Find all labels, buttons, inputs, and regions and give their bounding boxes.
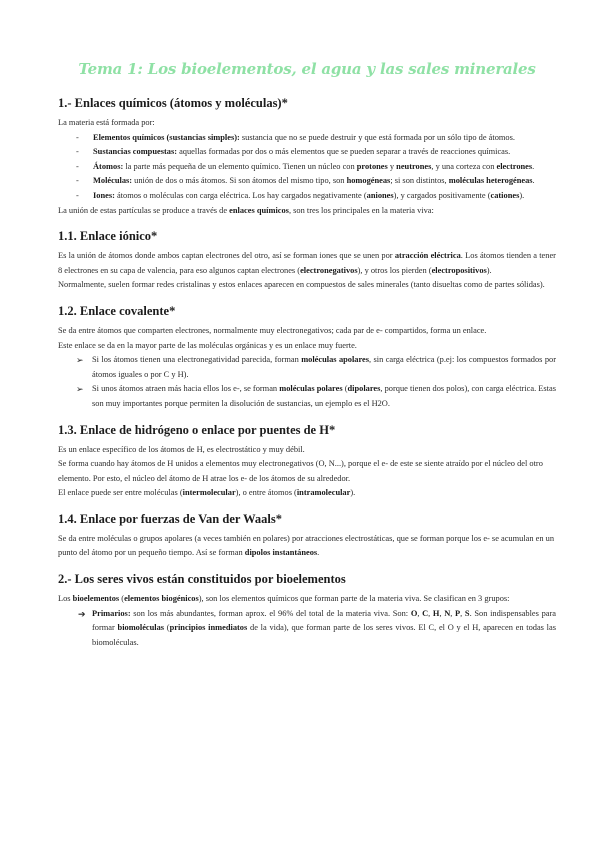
text: son los más abundantes, forman aprox. el 96% del total de la materia viva. Son: (130, 608, 411, 618)
definition: sustancia que no se puede destruir y que está formada por un sólo tipo de átomos. (239, 132, 515, 142)
term: protones (356, 161, 388, 171)
text: . Los átomos tienden a tener 8 electrones en su capa de valencia, para eso algunos captan electrones ( (58, 251, 556, 275)
term: electropositivos (431, 265, 487, 275)
list-item (58, 160, 556, 175)
element-symbol: O (410, 608, 418, 618)
term: moléculas polares (279, 384, 343, 394)
element-symbol: S (464, 608, 470, 618)
text: , son tres los principales en la materia viva: (288, 205, 434, 215)
definition: unión de dos o más átomos. Si son átomos del mismo tipo, son (132, 176, 347, 186)
text: ), o entre átomos ( (235, 488, 297, 498)
text: ), son los elementos químicos que forman parte de la materia viva. Se clasifican en 3 grupos: (198, 594, 510, 604)
paragraph: Es un enlace específico de los átomos de H, es electrostático y muy débil. (58, 444, 305, 454)
text: ), y otros los pierden ( (357, 265, 432, 275)
text: ( (342, 384, 348, 394)
definition: . (532, 161, 535, 171)
definition: átomos o moléculas con carga eléctrica. Los hay cargados negativamente ( (114, 190, 367, 200)
paragraph (58, 486, 556, 501)
term: neutrones (396, 161, 432, 171)
list-item (58, 353, 556, 382)
list-item (58, 607, 556, 651)
bioelements-list (58, 607, 556, 651)
term: Átomos: (93, 161, 124, 171)
section-1-3 (58, 423, 556, 501)
list-item (58, 382, 556, 411)
text: ( (119, 594, 125, 604)
separator: , (450, 608, 456, 618)
text: Se da entre moléculas o grupos apolares (a veces también en polares) por atracciones electrostáticas, que se forman porque los e- se acumulan en un punto del átomo por un pequeño tiempo. Así se forman (58, 533, 555, 558)
text: , sin carga eléctrica (p.ej: los compuestos formados por átomos iguales o por C y H). (92, 355, 556, 379)
term: homogéneas (346, 176, 391, 186)
definition: , y una corteza con (431, 161, 497, 171)
separator: , (417, 608, 423, 618)
text: ). (486, 265, 492, 275)
definition: y (387, 161, 397, 171)
separator: , (460, 608, 465, 618)
definition: aquellas formadas por dos o más elementos que se pueden separar a través de reacciones químicas. (177, 147, 511, 157)
term: moléculas heterogéneas (448, 176, 533, 186)
term: dipolos instantáneos (244, 548, 318, 558)
term: atracción eléctrica (394, 251, 461, 261)
separator: , (428, 608, 433, 618)
term: Sustancias compuestas: (93, 147, 177, 157)
text: Es la unión de átomos donde ambos captan electrones del otro, así se forman iones que se unen por (58, 251, 395, 261)
term: biomoléculas (117, 623, 165, 633)
term: cationes (490, 190, 520, 200)
definition: ; si son distintos, (390, 176, 449, 186)
covalent-list (58, 353, 556, 411)
section-1-heading: 1.- Enlaces químicos (átomos y moléculas)* (58, 96, 288, 110)
paragraph: Este enlace se da en la mayor parte de las moléculas orgánicas y es un enlace muy fuerte. (58, 340, 357, 350)
term: intramolecular (296, 488, 351, 498)
paragraph: Normalmente, suelen formar redes cristalinas y estos enlaces aparecen en compuestos de sales minerales (tanto disueltas como de partes sólidas). (58, 280, 545, 290)
document-title: Tema 1: Los bioelementos, el agua y las sales minerales (78, 60, 536, 78)
text: Si los átomos tienen una electronegatividad parecida, forman (92, 355, 302, 365)
definition: la parte más pequeña de un elemento químico. Tienen un núcleo con (123, 161, 357, 171)
term: enlaces químicos (229, 205, 289, 215)
section-1-1-heading: 1.1. Enlace iónico* (58, 229, 158, 244)
arrowhead-bullet-icon: ➢ (76, 384, 84, 395)
text: . (317, 548, 320, 558)
text: Si unos átomos atraen más hacia ellos los e-, se forman (92, 384, 280, 394)
term: elementos biogénicos (124, 594, 199, 604)
term: Moléculas: (93, 176, 133, 186)
section-1-4-heading: 1.4. Enlace por fuerzas de Van der Waals* (58, 511, 282, 526)
term: principios inmediatos (169, 623, 248, 633)
section-1-2 (58, 304, 556, 412)
text: Los (58, 594, 73, 604)
definition: . (532, 176, 535, 186)
term: electronegativos (300, 265, 358, 275)
section-1-2-heading: 1.2. Enlace covalente* (58, 303, 176, 318)
list-item (58, 131, 556, 146)
text: de la vida), que forman parte de los seres vivos. El C, el O y el H, aparecen en todas las biomoléculas. (92, 623, 556, 647)
paragraph (58, 249, 556, 278)
text: La unión de estas partículas se produce a través de (58, 205, 230, 215)
definition: ). (519, 190, 525, 200)
term: Elementos químicos (sustancias simples): (93, 132, 240, 142)
section-1-3-heading: 1.3. Enlace de hidrógeno o enlace por puentes de H* (58, 422, 336, 437)
term: aniones (366, 190, 394, 200)
term: intermolecular (182, 488, 236, 498)
text: El enlace puede ser entre moléculas ( (58, 488, 183, 498)
text: ( (164, 623, 170, 633)
term: bioelementos (72, 594, 120, 604)
section-1-outro (58, 204, 556, 219)
section-1-4 (58, 512, 556, 561)
term: Iones: (93, 190, 115, 200)
element-symbol: H (432, 608, 440, 618)
paragraph (58, 532, 556, 561)
term: electrones (496, 161, 533, 171)
paragraph: Se da entre átomos que comparten electrones, normalmente muy electronegativos; cada par de e- compartidos, forma un enlace. (58, 325, 487, 335)
section-1-1 (58, 229, 556, 293)
list-item (58, 174, 556, 189)
paragraph (58, 592, 556, 607)
section-1-intro: La materia está formada por: (58, 118, 155, 127)
term: Primarios: (92, 608, 131, 618)
paragraph: Se forma cuando hay átomos de H unidos a elementos muy electronegativos (O, N...), porque el e- de este se siente atraído por el núcleo del otro elemento. Por esto, el núcleo del átomo de H atrae los e- de los átomos de su alrededor. (58, 459, 543, 483)
element-symbol: P (455, 608, 461, 618)
arrowhead-bullet-icon: ➢ (76, 355, 84, 366)
term: moléculas apolares (301, 355, 370, 365)
section-2-heading: 2.- Los seres vivos están constituidos por bioelementos (58, 572, 346, 587)
text: . Son indispensables para formar (92, 608, 556, 633)
element-symbol: C (422, 608, 429, 618)
matter-list (58, 131, 556, 204)
arrow-bullet-icon: ➔ (78, 608, 86, 619)
definition: ), y cargados positivamente ( (393, 190, 491, 200)
list-item (58, 189, 556, 204)
text: ). (350, 488, 356, 498)
term: dipolares (347, 384, 381, 394)
separator: , (439, 608, 445, 618)
section-2 (58, 572, 556, 650)
list-item (58, 145, 556, 160)
text: , porque tienen dos polos), con carga eléctrica. Estas son muy importantes porque permiten la disolución de sustancias, un ejemplo es el H2O. (92, 384, 556, 408)
element-symbol: N (444, 608, 451, 618)
